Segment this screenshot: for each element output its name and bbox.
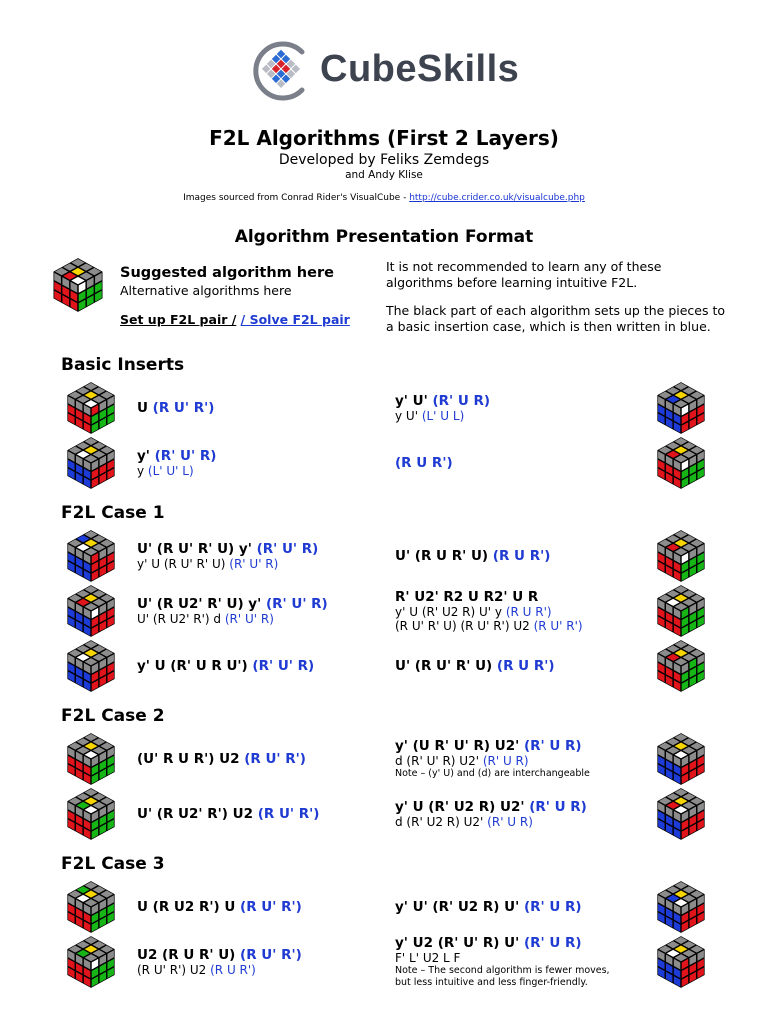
case-cube-image	[654, 381, 708, 435]
algorithm-main	[395, 548, 550, 564]
algorithm-block	[395, 935, 610, 989]
solve-moves: (L' U L)	[421, 408, 465, 423]
note-line: algorithms before learning intuitive F2L.	[386, 275, 638, 290]
solve-moves: (R' U R)	[432, 392, 491, 409]
algorithm-alt	[137, 963, 302, 977]
setup-moves: (R U' R' U) (R U' R') U2	[395, 618, 534, 633]
case-cube-image	[654, 880, 708, 934]
format-notes	[386, 259, 746, 335]
setup-moves: U	[137, 399, 153, 416]
setup-moves: U' (R U2' R' U) y'	[137, 595, 266, 612]
setup-moves: y'	[137, 447, 155, 464]
page-title: F2L Algorithms (First 2 Layers)	[209, 126, 559, 150]
case-row	[0, 435, 768, 490]
section-heading: Basic Inserts	[61, 355, 185, 375]
algorithm-block	[137, 596, 328, 626]
algorithm-note: Note – The second algorithm is fewer moves,	[395, 964, 610, 976]
cube-logo-icon	[246, 36, 316, 106]
algorithm-main	[137, 899, 302, 915]
case-row	[0, 786, 768, 841]
algorithm-main	[137, 751, 306, 767]
algorithm-main	[395, 658, 555, 674]
solve-moves: (R' U' R)	[265, 595, 328, 612]
section-heading: F2L Case 2	[61, 706, 165, 726]
source-text: Images sourced from Conrad Rider's VisualCube -	[183, 193, 410, 203]
setup-moves: U' (R U' R' U)	[395, 657, 497, 674]
case-cube-image	[64, 935, 118, 989]
algorithm-alt	[137, 464, 216, 478]
solve-moves: (R U' R')	[533, 618, 583, 633]
algorithm-main	[395, 393, 490, 409]
algorithm-main	[395, 799, 587, 815]
setup-moves: y U'	[395, 408, 422, 423]
algorithm-block	[137, 448, 216, 478]
case-row	[0, 879, 768, 934]
solve-moves: (R' U' R)	[224, 611, 274, 626]
setup-moves: d (R' U2 R) U2'	[395, 814, 488, 829]
solve-moves: (R' U R)	[487, 814, 533, 829]
algorithm-block	[395, 799, 587, 829]
algorithm-main	[395, 935, 610, 951]
algorithm-main	[395, 738, 590, 754]
section-heading: F2L Case 3	[61, 854, 165, 874]
case-cube-image	[64, 787, 118, 841]
solve-moves: (R' U R)	[529, 798, 587, 815]
coauthor: and Andy Klise	[345, 169, 423, 181]
solve-moves: (R U R')	[395, 454, 453, 471]
setup-moves: U' (R U R' U)	[395, 547, 493, 564]
algorithm-alt	[137, 612, 328, 626]
algorithm-main	[137, 448, 216, 464]
case-row	[0, 380, 768, 435]
solve-moves: (R' U' R)	[256, 540, 319, 557]
solve-moves: (R U' R')	[240, 946, 302, 963]
algorithm-main	[137, 806, 319, 822]
setup-moves: y' U' (R' U2 R) U'	[395, 898, 524, 915]
algorithm-block	[137, 806, 319, 822]
algorithm-block	[137, 658, 314, 674]
algorithm-alt	[395, 815, 587, 829]
case-row	[0, 934, 768, 989]
algorithm-alt	[137, 557, 318, 571]
solve-moves: (R U R')	[505, 604, 552, 619]
section-f2l-case-2	[0, 693, 768, 841]
algorithm-alt	[395, 605, 583, 619]
case-cube-image	[654, 935, 708, 989]
setup-pair-link[interactable]: Set up F2L pair /	[120, 312, 237, 327]
case-cube-image	[64, 584, 118, 638]
setup-moves: y	[137, 463, 148, 478]
setup-moves: y' U'	[395, 392, 433, 409]
setup-moves: y' U2 (R' U' R) U'	[395, 934, 524, 951]
setup-moves: y' (U R' U' R) U2'	[395, 737, 524, 754]
setup-moves: (U' R U R') U2	[137, 750, 245, 767]
case-cube-image	[654, 639, 708, 693]
case-cube-image	[64, 880, 118, 934]
section-f2l-case-3	[0, 841, 768, 989]
setup-moves: R' U2' R2 U R2' U R	[395, 588, 539, 605]
algorithm-block	[137, 541, 318, 571]
setup-moves: U' (R U2' R') U2	[137, 805, 258, 822]
solve-moves: (R U' R')	[152, 399, 215, 416]
setup-moves: F' L' U2 L F	[395, 950, 461, 965]
case-row	[0, 638, 768, 693]
algorithm-block	[395, 738, 590, 780]
case-cube-image	[64, 529, 118, 583]
case-cube-image	[64, 639, 118, 693]
solve-moves: (R U R')	[210, 962, 256, 977]
algorithm-alt	[395, 754, 590, 768]
solve-moves: (R U' R')	[244, 750, 306, 767]
algorithm-block	[137, 400, 214, 416]
visualcube-link[interactable]: http://cube.crider.co.uk/visualcube.php	[409, 193, 585, 203]
case-cube-image	[654, 529, 708, 583]
solve-moves: (R' U R)	[523, 934, 582, 951]
case-cube-image	[654, 436, 708, 490]
algorithm-main	[137, 596, 328, 612]
setup-moves: (R U' R') U2	[137, 962, 211, 977]
section-f2l-case-1	[0, 490, 768, 693]
case-cube-image	[654, 787, 708, 841]
case-cube-image	[654, 732, 708, 786]
algorithm-main	[395, 899, 582, 915]
algorithm-main	[137, 541, 318, 557]
solve-moves: (L' U' L)	[147, 463, 194, 478]
note-line: It is not recommended to learn any of these	[386, 259, 662, 274]
solve-moves: (R' U R)	[523, 898, 582, 915]
solve-moves: (R U R')	[496, 657, 555, 674]
case-row	[0, 528, 768, 583]
algorithm-block	[395, 548, 550, 564]
developed-by: Developed by Feliks Zemdegs	[278, 152, 490, 168]
case-row	[0, 583, 768, 638]
algorithm-block	[395, 393, 490, 423]
algorithm-alt	[395, 619, 583, 633]
algorithm-main	[395, 589, 583, 605]
solve-pair-link[interactable]: / Solve F2L pair	[240, 312, 350, 327]
format-heading: Algorithm Presentation Format	[234, 227, 534, 247]
section-basic-inserts	[0, 342, 768, 490]
image-source-credit	[0, 193, 768, 203]
setup-moves: y' U (R U' R' U)	[137, 556, 230, 571]
case-cube-image	[64, 381, 118, 435]
brand-name: CubeSkills	[320, 48, 520, 90]
algorithm-alt	[395, 951, 610, 965]
algorithm-block	[137, 947, 302, 977]
solve-moves: (R U' R')	[257, 805, 320, 822]
algorithm-note: but less intuitive and less finger-friendly.	[395, 976, 588, 988]
setup-solve-legend	[120, 312, 350, 327]
algorithm-main	[137, 658, 314, 674]
setup-moves: U' (R U2' R') d	[137, 611, 225, 626]
case-row	[0, 731, 768, 786]
algorithm-block	[395, 455, 453, 471]
note-line: The black part of each algorithm sets up the pieces to	[386, 303, 726, 318]
case-cube-image	[64, 436, 118, 490]
algorithm-block	[395, 658, 555, 674]
algorithm-note: Note – (y' U) and (d) are interchangeable	[395, 767, 590, 779]
sections-container	[0, 342, 768, 989]
solve-moves: (R' U' R)	[154, 447, 217, 464]
setup-moves: U' (R U' R' U) y'	[137, 540, 257, 557]
algorithm-main	[395, 455, 453, 471]
setup-moves: y' U (R' U2 R) U2'	[395, 798, 530, 815]
algorithm-block	[395, 899, 582, 915]
solve-moves: (R' U R)	[482, 753, 529, 768]
algorithm-main	[137, 947, 302, 963]
algorithm-alt	[395, 409, 490, 423]
setup-moves: y' U (R' U2 R) U' y	[395, 604, 506, 619]
section-heading: F2L Case 1	[61, 503, 165, 523]
note-line: a basic insertion case, which is then written in blue.	[386, 319, 711, 334]
solve-moves: (R' U' R)	[229, 556, 279, 571]
algorithm-block	[137, 899, 302, 915]
setup-moves: y' U (R' U R U')	[137, 657, 253, 674]
solve-moves: (R U' R')	[240, 898, 302, 915]
setup-moves: d (R' U' R) U2'	[395, 753, 483, 768]
solve-moves: (R' U' R)	[252, 657, 315, 674]
algorithm-block	[137, 751, 306, 767]
algorithm-main	[137, 400, 214, 416]
format-cube-image	[50, 257, 106, 313]
case-cube-image	[64, 732, 118, 786]
setup-moves: U (R U2 R') U	[137, 898, 241, 915]
cubeskills-logo	[246, 36, 536, 106]
solve-moves: (R U R')	[492, 547, 551, 564]
case-cube-image	[654, 584, 708, 638]
suggested-algorithm-label: Suggested algorithm here	[120, 265, 334, 281]
algorithm-block	[395, 589, 583, 633]
setup-moves: U2 (R U R' U)	[137, 946, 241, 963]
solve-moves: (R' U R)	[523, 737, 582, 754]
alternative-algorithms-label: Alternative algorithms here	[120, 283, 292, 298]
